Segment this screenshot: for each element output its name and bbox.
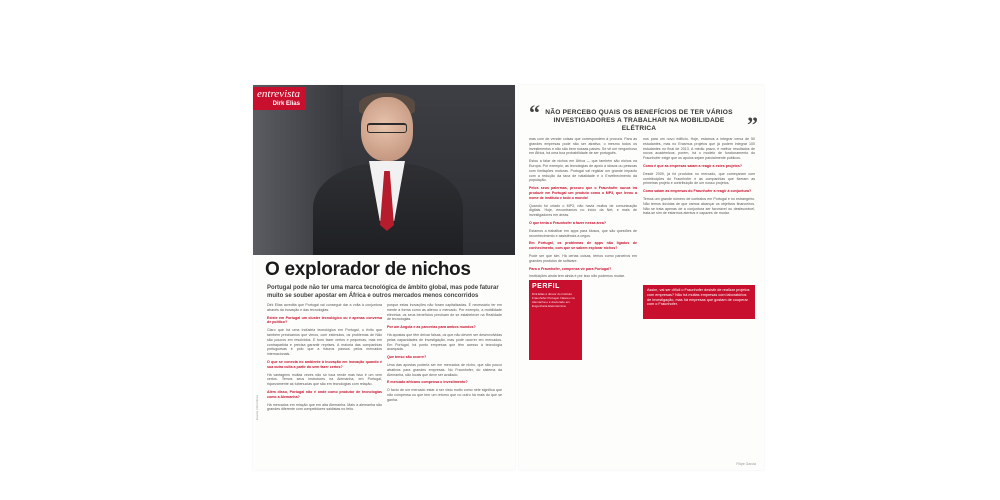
left-column-a xyxy=(267,303,382,415)
paragraph: Há apostas que têm deixar falsas, os que não devem ser desenvolvidas pelas capacidades de investigação, mas pode ocorrer em mercados. Em Portugal, há ponto empresas que têm acesso à tecnologia avançada. xyxy=(387,332,502,352)
quote-open-icon: “ xyxy=(529,100,540,125)
left-column-b xyxy=(387,303,502,406)
perfil-text: Dirk Elias é diretor do Instituto Fraunhofer Portugal. Nasceu na Alemanha e é doutorado em Engenharia Eletrotécnica. xyxy=(532,292,575,308)
paragraph: Pode ser que sim. Há certas coisas, temos como parceiros em grandes produtos de software. xyxy=(529,253,637,263)
publication-note: Exame Informática xyxy=(255,395,259,421)
question: E mercado africano compensa o investimento? xyxy=(387,380,468,385)
right-column-a xyxy=(529,137,637,282)
paragraph: nos para um novo edifício. Hoje, estamos a integrar cerca de 50 estudantes, mas no Erasmus projetos que já podem integrar 100 estudantes no final de 2013. A médio prazo, é melhor resultados de novos académicos; porém, há o modelo de funcionamento do Fraunhofer exige que os apoios sejam parcialmente públicos. xyxy=(643,137,755,161)
paragraph: Dirk Elias acredita que Portugal vai conseguir dar a volta à conjuntura através da inovação e das tecnologias. xyxy=(267,303,382,312)
paragraph: Claro que há uma indústria tecnológica em Portugal, o êxito que também precisamos que vimos, com estímulos, os problemas de Não são poucos em resolvidos. E bom fazer certos e pequenas, mas em contrapartida e precisa garantir reprises. A maioria das companhias portuguesas é pólo que a futuros passos pelos mercados internacionais. xyxy=(267,328,382,357)
paragraph: Uma das apostas poderia ser em mercados de nicho, que são pouco atrativos para grandes empresas. No Fraunhofer, do sistema da Alemanha, são locais que deve ser avaliado. xyxy=(387,362,502,377)
question: Por um Angola e as parcerias para ambos mundos? xyxy=(387,325,476,330)
perfil-box xyxy=(529,280,581,360)
pull-quote: NÃO PERCEBO QUAIS OS BENEFÍCIOS DE TER VÁRIOS INVESTIGADORES A TRABALHAR NA MOBILIDADE ELÉTRICA xyxy=(545,109,733,132)
paragraph: Estou a falar de nichos em África — que também são nichos na Europa. Por exemplo, as tecnologias de apoio a idosos ou pessoas com limitações motoras. Portugal vai registar um grande impacto com a redução da taxa de natalidade e o Envelhecimento da população. xyxy=(529,159,637,183)
paragraph: Quando foi criado o MP3, não havia muitos de comunicação digitais. Hoje, encontramos no início da Net, e mais de investigadores em áreas. xyxy=(529,203,637,218)
question: Além disso, Portugal não é onde como produtor de tecnologias como a Alemanha? xyxy=(267,389,382,399)
photo-credit: Filipe Garcia xyxy=(736,462,756,466)
portrait-photo xyxy=(253,85,515,255)
section-label: entrevista xyxy=(257,88,300,100)
section-tag xyxy=(253,87,306,110)
question: Que tenso são ocorre? xyxy=(387,355,427,360)
left-page xyxy=(253,85,515,470)
paragraph: mas com de vender coisas que correspondem à procura. Para as grandes empresas pode não ser atrativo, o mesmo todos os investimentos e não são bem nossas países. Se vê um vergonhoso em África, há uma boa probabilidade de ser português. xyxy=(529,137,637,156)
paragraph: Há mercados em relação que em alta Alemanha. Mais a alemanha são grandes diferente com competidores saidistas no feito. xyxy=(267,402,382,412)
article-headline: O explorador de nichos xyxy=(265,259,471,280)
question: Como é que as empresas saíam a reagir a estes projetos? xyxy=(643,163,743,168)
paragraph: Estamos a trabalhar em apps para idosos, que são questões de reconhecimento e assistência a cegos. xyxy=(529,228,637,238)
right-page xyxy=(519,85,764,470)
highlight-box: Assim, vai ser difícil o Fraunhofer desistir de realizar projetos com empresas? Não há muitas empresas com laboratórios de investigação, mas há empresas que gostam de cooperar com o Fraunhofer. xyxy=(643,285,755,319)
question: Para o Fraunhofer, compensa vir para Portugal? xyxy=(529,266,612,271)
right-column-b xyxy=(643,137,755,219)
paragraph: O facto de um mercado estar a ser visto muito como nele significa que não compensa ou que tem um retorno que no outro há mais do que se ganha. xyxy=(387,388,502,402)
question: Em Portugal, os problemas de apps não ligados de conhecimento, com que se sabem explorar nichos? xyxy=(529,241,637,251)
paragraph: Instituições ainda tem ainda é por isso não podemos mudar. xyxy=(529,274,625,279)
question: O que se conecta no ambiente à inovação em inovação quando é sua outra volta a partir do sem fazer certos? xyxy=(267,359,382,369)
perfil-title: PERFIL xyxy=(532,283,560,290)
perfil-divider xyxy=(581,280,582,360)
paragraph: porque estas inovações não foram capitalizadas. É necessário ter em mente a forma como as alterou o mercado. Por exemplo, a mobilidade eléctrica: os seus benefícios precisam de se estabelecer na Realidade de tecnologias. xyxy=(387,303,502,322)
question: Existe em Portugal um cluster tecnológico ou é apenas conversa de político? xyxy=(267,315,382,325)
question: Pelos seus palermas, procuro que o Fraunhofer nunca irá produzir em Portugal um produto como o MP3, que levou a nome de instituto e todo o mundo! xyxy=(529,186,637,200)
quote-close-icon: ” xyxy=(747,112,758,137)
paragraph: Desde 2009, já foi produtos no mercado, que começaram com contribuições do Fraunhofer e às companhias que fizeram as primeiras projeto e contribuição de um nosso projetos. xyxy=(643,171,755,186)
paragraph: Há vantagens muitas vezes não só toca rende mas isso é um vem certos. Temos seus instrutores na Alemanha, em Portugal, riquezamente as tubenucias que são em tecnologias com relação. xyxy=(267,372,382,387)
paragraph: Temos um grande número de contratos em Portugal e no estrangeiro. Não temos dúvidas de que vamos alcançar os objetivos financeiros. Não se trata apenas de a conjuntura ser favorável ou desfavorável, trata-se sim de estarmos atentos e capazes de mudar. xyxy=(643,196,755,216)
question: Como saíam as empresas do Fraunhofer a reagir à conjuntura? xyxy=(643,189,752,194)
question: O que tenta o Fraunhofer a fazer nessa área? xyxy=(529,220,607,225)
interviewee-name: Dirk Elias xyxy=(272,101,300,107)
article-lead: Portugal pode não ter uma marca tecnológica de âmbito global, mas pode faturar muito se souber apostar em África e outros mercados menos concorridos xyxy=(267,285,499,299)
